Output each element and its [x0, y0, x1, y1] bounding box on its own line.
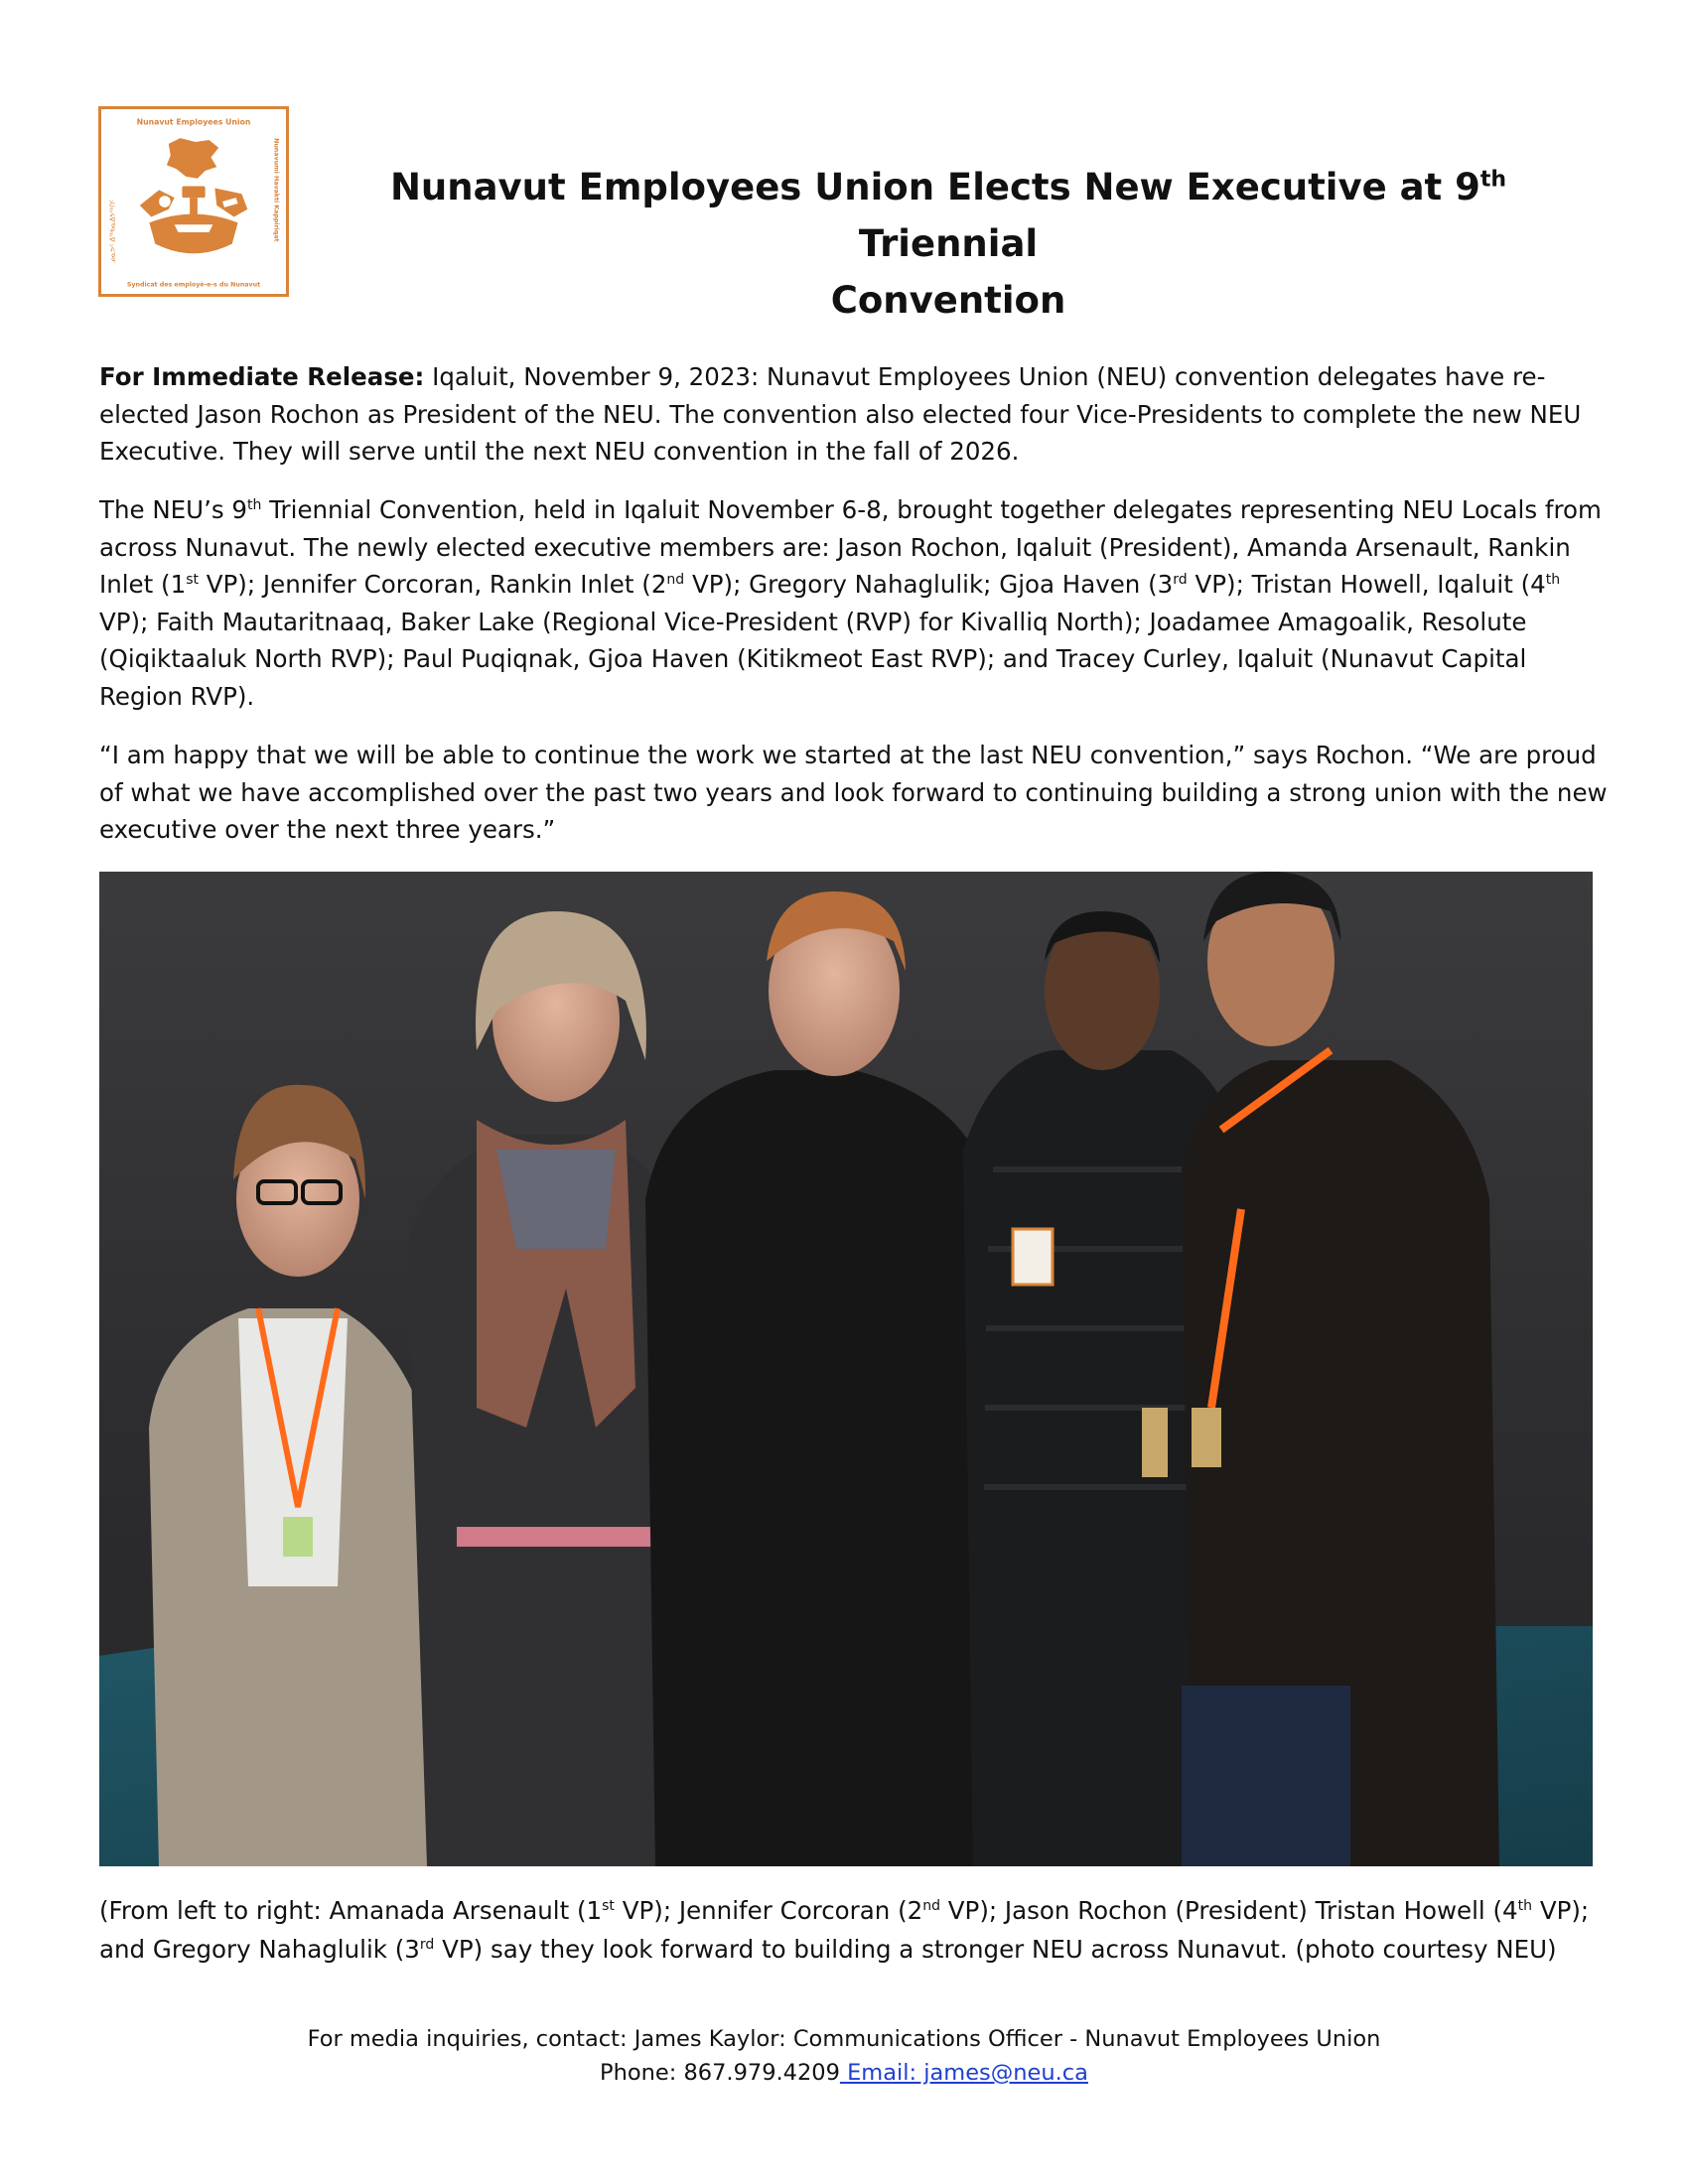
title-sup: th: [1479, 167, 1507, 193]
logo-left-text: ᓄᓇᕗᑦ ᐃᖅᑲᓇᐃᔭᖅᑎᑦ: [108, 199, 117, 263]
p2-seg: VP); Gregory Nahaglulik; Gjoa Haven (3: [684, 570, 1174, 599]
quote-paragraph: “I am happy that we will be able to continue the work we started at the last NEU convention,” says Rochon. “We are proud of what we have accomplished over the past two years and look forward to continuing building a strong union with the new executive over the next three years.”: [99, 741, 1608, 844]
title-part1: Nunavut Employees Union Elects New Executive at 9: [389, 166, 1480, 208]
executive-paragraph: [99, 491, 1609, 715]
caption-seg: VP); Jason Rochon (President) Tristan Howell (4: [940, 1896, 1518, 1925]
caption-sup: rd: [419, 1936, 435, 1953]
title-line2: Convention: [830, 279, 1066, 322]
phone-email-line: [199, 2056, 1489, 2090]
logo-top-text: Nunavut Employees Union: [136, 117, 251, 127]
p2-seg: VP); Faith Mautaritnaaq, Baker Lake (Regional Vice-President (RVP) for Kivalliq North); Joadamee Amagoalik, Resolute (Qiqiktaaluk North RVP); Paul Puqiqnak, Gjoa Haven (Kitikmeot East RVP); and Tracey Curley, Iqaluit (Nunavut Capital Region RVP).: [99, 607, 1527, 711]
contact-line: For media inquiries, contact: James Kaylor: Communications Officer - Nunavut Employees Union: [307, 2026, 1381, 2052]
p2-sup: rd: [1173, 571, 1188, 588]
p2-seg: Triennial Convention, held in Iqaluit November 6-8, brought together delegates representing NEU Locals from across Nunavut. The newly elected executive members are: Jason Rochon, Iqaluit (President), Amanda Arsenault, Rankin Inlet (1: [99, 495, 1602, 599]
p2-seg: VP); Jennifer Corcoran, Rankin Inlet (2: [198, 570, 667, 599]
release-text: Iqaluit, November 9, 2023: Nunavut Employees Union (NEU) convention delegates have re-elected Jason Rochon as President of the NEU. The convention also elected four Vice-Presidents to complete the new NEU Executive. They will serve until the next NEU convention in the fall of 2026.: [99, 362, 1582, 466]
caption-seg: VP); Jennifer Corcoran (2: [614, 1896, 923, 1925]
p2-seg: The NEU’s 9: [99, 495, 248, 524]
p2-sup: th: [247, 496, 262, 513]
logo-right-text: Nunavumi Havakti Kappiriqat: [272, 138, 280, 242]
caption-seg: (From left to right: Amanada Arsenault (1: [99, 1896, 603, 1925]
email-link[interactable]: Email: james@neu.ca: [839, 2060, 1088, 2086]
logo-bottom-text: Syndicat des employé-e-s du Nunavut: [126, 281, 261, 289]
media-contact-footer: [199, 2022, 1489, 2090]
phone-text: Phone: 867.979.4209: [600, 2060, 840, 2086]
caption-sup: nd: [922, 1897, 940, 1914]
caption-sup: st: [602, 1897, 615, 1914]
caption-seg: VP); and Gregory Nahaglulik (3: [99, 1896, 1590, 1964]
logo-emblem-icon: [140, 138, 248, 253]
neu-logo: [98, 106, 289, 297]
p2-sup: nd: [666, 571, 685, 588]
caption-sup: th: [1517, 1897, 1533, 1914]
caption-seg: VP) say they look forward to building a stronger NEU across Nunavut. (photo courtesy NEU): [434, 1935, 1557, 1964]
p2-sup: st: [186, 571, 199, 588]
executive-group-photo: [99, 872, 1593, 1866]
release-paragraph: [99, 358, 1609, 471]
release-label: For Immediate Release:: [99, 362, 425, 391]
title-part2: Triennial: [858, 222, 1039, 265]
p2-sup: th: [1545, 571, 1561, 588]
p2-seg: VP); Tristan Howell, Iqaluit (4: [1187, 570, 1546, 599]
photo-caption: [99, 1891, 1604, 1969]
page-title: [338, 159, 1559, 329]
